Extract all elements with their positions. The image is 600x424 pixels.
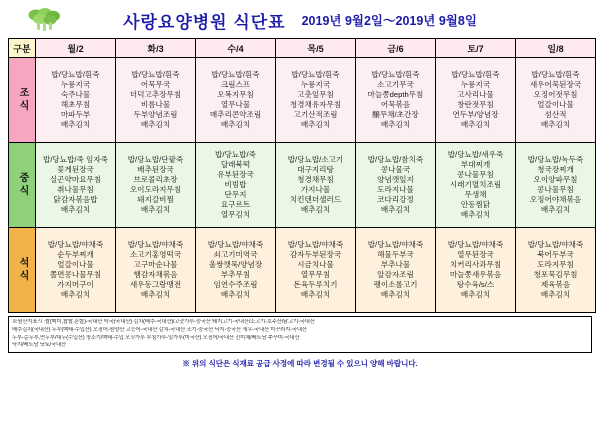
dish-item: 부추나물 xyxy=(380,259,411,269)
dish-item: 취나물무침 xyxy=(57,185,94,194)
menu-table xyxy=(8,38,596,313)
dish-item: 오이도라지무침 xyxy=(129,185,182,194)
dish-item: 소고기무국 xyxy=(377,79,414,89)
dish-item: 밥/당뇨밥/야채죽 xyxy=(527,239,584,249)
dish-item: 연두부/양념장 xyxy=(452,110,499,120)
table-header-row xyxy=(9,39,596,58)
dish-item: 배추김치 xyxy=(60,120,91,130)
dish-item: 어묵볶음 xyxy=(380,100,411,109)
cell-breakfast-tue xyxy=(116,58,196,143)
dish-item: 고사리나물 xyxy=(457,89,494,99)
cell-breakfast-sun xyxy=(516,58,596,143)
dish-item: 유부된장국 xyxy=(217,169,254,179)
dish-list xyxy=(36,155,115,215)
dish-item: 밥/당뇨밥/흰죽 xyxy=(451,69,500,79)
cell-dinner-sun xyxy=(516,228,596,313)
dish-list xyxy=(516,70,595,130)
date-range: 2019년 9월2일～2019년 9월8일 xyxy=(301,14,477,28)
table-row xyxy=(9,143,596,228)
dish-list xyxy=(276,240,355,300)
dish-item: 도라지무침 xyxy=(537,259,574,269)
dish-item: 부대찌개 xyxy=(460,159,491,169)
dish-item: 안동찜닭 xyxy=(460,200,491,210)
dish-list xyxy=(116,155,195,215)
dish-item: 가지나물 xyxy=(300,185,331,194)
dish-item: 청국장찌개 xyxy=(537,164,574,174)
dish-item: 밥/당뇨밥/녹두죽 xyxy=(527,154,584,164)
page-title: 사랑요양병원 식단표 xyxy=(123,12,286,32)
dish-item: 더덕고추장무침 xyxy=(129,89,182,99)
dish-item: 누룽지국 xyxy=(60,79,91,89)
cell-dinner-sat xyxy=(436,228,516,313)
header-corner: 구분 xyxy=(9,39,36,58)
dish-item: 쫄면콩나물무침 xyxy=(49,270,102,279)
dish-list xyxy=(356,155,435,215)
dish-item: 배추김치 xyxy=(220,290,251,300)
dish-list xyxy=(516,240,595,300)
dish-item: 콩나물무침 xyxy=(457,169,494,179)
footnote-line: 낙지/베트남 낫토/국내산 xyxy=(12,342,66,349)
dish-item: 배추김치 xyxy=(300,205,331,215)
table-row xyxy=(9,228,596,313)
dish-item: 밥/당뇨밥/흰죽 xyxy=(131,69,180,79)
dish-item: 배추김치 xyxy=(60,290,91,300)
dish-item: 누룽지국 xyxy=(460,79,491,89)
dish-item: 쇠고기미역국 xyxy=(213,249,258,259)
dish-item: 얼갈이나물 xyxy=(57,259,94,269)
dish-item: 오복지무침 xyxy=(217,89,254,99)
dish-list xyxy=(276,70,355,130)
dish-list xyxy=(436,150,515,220)
dish-item: 청경채무침 xyxy=(297,174,334,184)
dish-item: 배추된장국 xyxy=(137,164,174,174)
dish-item: 햄감자채볶음 xyxy=(133,270,178,279)
dish-item: 콩나물무침 xyxy=(537,185,574,194)
dish-list xyxy=(116,70,195,130)
dish-item: 마늘쫑depth무침 xyxy=(367,89,424,99)
dish-item: 밥/당뇨밥/흰죽 xyxy=(371,69,420,79)
dish-list xyxy=(196,70,275,130)
dish-item: 매추리콘약조림 xyxy=(209,110,262,120)
footnote-line: 배추김치(국내산) 두부(백태-수입산) 오징어-원양산 고등어-국내산 갈치-국내산 조기-중국산 낙지-중국산 새우-국내산 미꾸라지-국내산 xyxy=(12,326,307,333)
dish-list xyxy=(356,70,435,130)
dish-item: 치커리사과무침 xyxy=(449,259,502,269)
dish-item: 밥/당뇨밥/흰죽 xyxy=(531,69,580,79)
header-day-mon: 월/2 xyxy=(36,39,116,58)
cell-breakfast-thu xyxy=(276,58,356,143)
dish-list xyxy=(196,240,275,300)
cell-dinner-tue xyxy=(116,228,196,313)
dish-item: 배추김치 xyxy=(460,210,491,220)
dish-item: 밥/당뇨밥/야채죽 xyxy=(287,239,344,249)
dish-item: 배추김치 xyxy=(380,290,411,300)
dish-item: 부추무침 xyxy=(220,270,251,279)
dish-item: 고구마순나물 xyxy=(133,259,178,269)
dish-item: 팽이소롤고기 xyxy=(373,280,418,290)
dish-item: 감자두부된장국 xyxy=(289,249,342,259)
header-day-sat: 토/7 xyxy=(436,39,516,58)
dish-item: 열무된장국 xyxy=(457,249,494,259)
dish-item: 밥/당뇨밥/야채죽 xyxy=(367,239,424,249)
dish-item: 밥/당뇨밥/흰죽 xyxy=(291,69,340,79)
dish-item: 양념깻잎지 xyxy=(377,174,414,184)
dish-item: 울쌍깻묵/양념장 xyxy=(208,259,263,269)
dish-item: 콩나물국 xyxy=(380,164,411,174)
cell-lunch-thu xyxy=(276,143,356,228)
header-day-thu: 목/5 xyxy=(276,39,356,58)
header-day-tue: 화/3 xyxy=(116,39,196,58)
dish-item: 해물두부국 xyxy=(377,249,414,259)
dish-item: 새우동그랑땡전 xyxy=(129,280,182,290)
meal-label-breakfast: 조식 xyxy=(9,58,36,143)
broccoli-logo-icon xyxy=(24,6,66,34)
dish-item: 오징어야채볶음 xyxy=(529,195,582,205)
table-body xyxy=(9,58,596,313)
meal-label-lunch: 중식 xyxy=(9,143,36,228)
change-notice: ※ 위의 식단은 식재료 공급 사정에 따라 변경될 수 있으니 양해 바랍니다. xyxy=(182,359,418,369)
dish-list xyxy=(516,155,595,215)
cell-lunch-sun xyxy=(516,143,596,228)
dish-item: 누룽지국 xyxy=(300,79,331,89)
dish-item: 어묵무국 xyxy=(140,79,171,89)
dish-item: 두부양념조림 xyxy=(133,110,178,120)
dish-item: 배추김치 xyxy=(140,290,171,300)
dish-list xyxy=(36,240,115,300)
origin-footnote xyxy=(8,316,592,353)
dish-item: 제육볶음 xyxy=(540,280,571,290)
dish-item: 밥/당뇨밥/소고기 xyxy=(287,154,344,164)
cell-dinner-thu xyxy=(276,228,356,313)
dish-item: 배추김치 xyxy=(540,205,571,215)
cell-lunch-fri xyxy=(356,143,436,228)
cell-breakfast-mon xyxy=(36,58,116,143)
dish-item: 가지머구이 xyxy=(57,280,94,290)
dish-item: 돈육두루치기 xyxy=(293,280,338,290)
dish-item: 배추김치 xyxy=(380,205,411,215)
dish-item: 배추김치 xyxy=(60,205,91,215)
dish-item: 소고기홍영떡국 xyxy=(129,249,182,259)
cell-dinner-mon xyxy=(36,228,116,313)
dish-item: 청경채유자무침 xyxy=(289,100,342,109)
dish-item: 배추김치 xyxy=(300,290,331,300)
dish-item: 배추김치 xyxy=(460,120,491,130)
cell-breakfast-fri xyxy=(356,58,436,143)
meal-label-dinner: 석식 xyxy=(9,228,36,313)
dish-item: 배추김치 xyxy=(540,290,571,300)
dish-item: 북어두부국 xyxy=(537,249,574,259)
dish-item: 요구르트 xyxy=(220,200,251,210)
dish-item: 고춧잎무침 xyxy=(297,89,334,99)
dish-item: 꽃게된장국 xyxy=(57,164,94,174)
dish-item: 밥/당뇨밥/야채죽 xyxy=(447,239,504,249)
dish-item: 배추김치 xyxy=(300,120,331,130)
dish-item: 섬산적 xyxy=(544,110,567,120)
dish-item: 시래기멸치조림 xyxy=(449,179,502,189)
cell-breakfast-wed xyxy=(196,58,276,143)
dish-item: 배추김치 xyxy=(540,120,571,130)
dish-item: 열무김치 xyxy=(220,210,251,220)
cell-breakfast-sat xyxy=(436,58,516,143)
dish-item: 새우어묵된장국 xyxy=(529,79,582,89)
footnote-line: ※원산지표시 :쌀(백미,찹쌀.혼합)-국내산 떡국(국내산) 김치(배추-국내산)/고춧가루-중국산 돼지고기-국내산/소고기-호주산/닭고기-국내산 xyxy=(12,319,315,325)
dish-item: 밥/당뇨밥/야채죽 xyxy=(47,239,104,249)
dish-item: 고기산적조림 xyxy=(293,110,338,120)
dish-item: 실곤약마요무침 xyxy=(49,174,102,184)
cell-lunch-sat xyxy=(436,143,516,228)
dish-item: 닭감자볶음밥 xyxy=(53,195,98,205)
table-row xyxy=(9,58,596,143)
dish-item: 배추김치 xyxy=(380,120,411,130)
dish-item: 크림스프 xyxy=(220,79,251,89)
dish-item: 비름나물 xyxy=(140,100,171,109)
dish-item: 밥/당뇨밥/참치죽 xyxy=(367,154,424,164)
dish-item: 탕수육/s/스 xyxy=(456,280,495,290)
dish-item: 치킨텐더샐러드 xyxy=(289,195,342,205)
dish-item: 배추김치 xyxy=(140,205,171,215)
dish-list xyxy=(436,240,515,300)
dish-item: 알감자조림 xyxy=(377,270,414,279)
dish-item: 도라지나물 xyxy=(377,185,414,194)
dish-item: 오징어젓무침 xyxy=(533,89,578,99)
dish-list xyxy=(436,70,515,130)
dish-item: 비빔밥 xyxy=(224,179,247,189)
dish-item: 밥/당뇨밥/흰죽 xyxy=(211,69,260,79)
footnote-line: 두부-순두부,연두부/대두(수입산) 청소기/백태-수입 모싯가루 부침가루-밀가루(미국산) 오징어/국내산 진미채/베트남 쭈꾸미-국내산 xyxy=(12,334,300,341)
header-day-sun: 일/8 xyxy=(516,39,596,58)
dish-item: 코다리강정 xyxy=(377,195,414,205)
dish-item: 창란젓무침 xyxy=(457,100,494,109)
dish-item: 배추김치 xyxy=(140,120,171,130)
dish-item: 순두부찌개 xyxy=(57,249,94,259)
dish-item: 배추김치 xyxy=(220,120,251,130)
dish-item: 열무무침 xyxy=(300,270,331,279)
dish-item: 밥/당뇨밥/흰죽 xyxy=(51,69,100,79)
dish-item: 돼지갈비찜 xyxy=(137,195,174,205)
dish-list xyxy=(196,150,275,220)
dish-item: 밥/당뇨밥/죽 xyxy=(215,149,256,159)
dish-list xyxy=(356,240,435,300)
cell-dinner-wed xyxy=(196,228,276,313)
dish-item: 배추김치 xyxy=(460,290,491,300)
dish-item: 무생채 xyxy=(464,190,487,199)
dish-item: 청포묵김무침 xyxy=(533,270,578,279)
dish-item: 해초무침 xyxy=(60,100,91,109)
dish-item: 오이양파무침 xyxy=(533,174,578,184)
cell-lunch-tue xyxy=(116,143,196,228)
dish-item: 달래북떡 xyxy=(220,159,251,169)
dish-item: 밥/당뇨밥/죽 임자죽 xyxy=(42,154,108,164)
dish-item: 단무지 xyxy=(224,190,247,199)
dish-item: 브로콜리초장 xyxy=(133,174,178,184)
dish-item: 얼갈이나물 xyxy=(537,100,574,109)
dish-item: 마늘쫑새우볶음 xyxy=(449,270,502,279)
dish-item: 밥/당뇨밥/새우죽 xyxy=(447,149,504,159)
header-day-wed: 수/4 xyxy=(196,39,276,58)
dish-item: 밥/당뇨밥/야채죽 xyxy=(127,239,184,249)
dish-item: 시금치나물 xyxy=(297,259,334,269)
dish-list xyxy=(116,240,195,300)
dish-item: 밥/당뇨밥/단팥죽 xyxy=(127,154,184,164)
page-header xyxy=(8,6,592,34)
dish-item: 醸무채/초간장 xyxy=(372,110,419,120)
dish-item: 밥/당뇨밥/야채죽 xyxy=(207,239,264,249)
cell-lunch-mon xyxy=(36,143,116,228)
dish-item: 마파두부 xyxy=(60,110,91,120)
cell-lunch-wed xyxy=(196,143,276,228)
dish-list xyxy=(276,155,355,215)
dish-list xyxy=(36,70,115,130)
dish-item: 대구지리탕 xyxy=(297,164,334,174)
header-day-fri: 금/6 xyxy=(356,39,436,58)
dish-item: 열무나물 xyxy=(220,100,251,109)
cell-dinner-fri xyxy=(356,228,436,313)
dish-item: 숙주나물 xyxy=(60,89,91,99)
dish-item: 임연수주조림 xyxy=(213,280,258,290)
